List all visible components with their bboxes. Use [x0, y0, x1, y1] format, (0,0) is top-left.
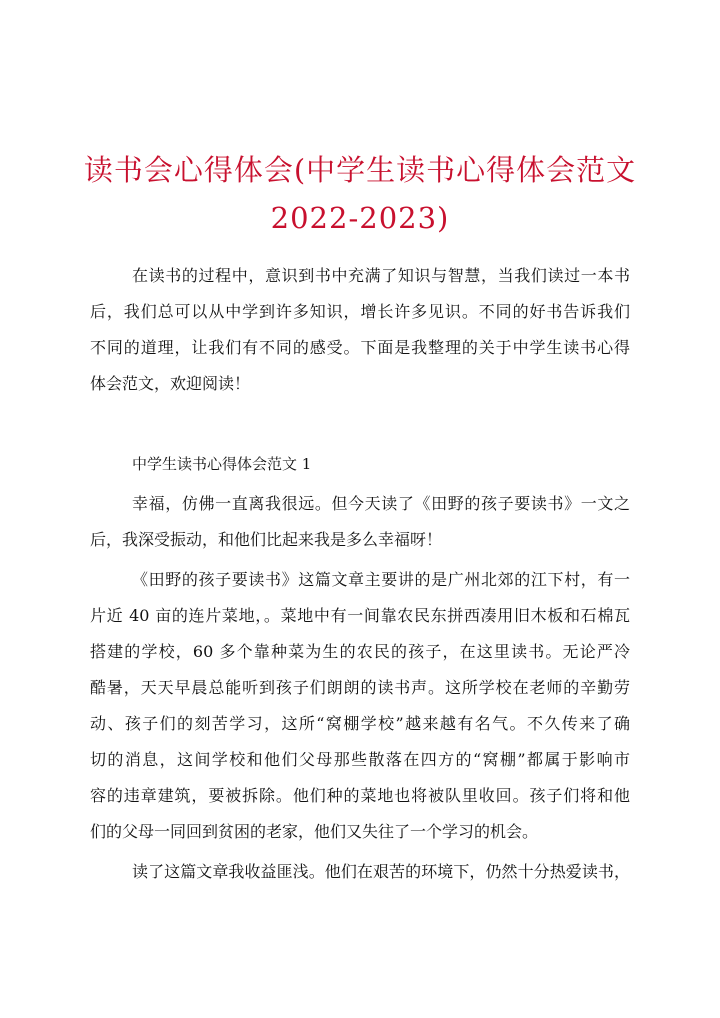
paragraph-2-line: 动、孩子们的刻苦学习，这所“窝棚学校”越来越有名气。不久传来了确 — [90, 714, 630, 733]
intro-line: 后，我们总可以从中学到许多知识，增长许多见识。不同的好书告诉我们 — [90, 302, 630, 321]
paragraph-2-line: 搭建的学校，60 多个靠种菜为生的农民的孩子，在这里读书。无论严冷 — [90, 642, 630, 661]
intro-line: 不同的道理，让我们有不同的感受。下面是我整理的关于中学生读书心得 — [90, 338, 630, 357]
paragraph-2-line: 容的违章建筑，要被拆除。他们种的菜地也将被队里收回。孩子们将和他 — [90, 786, 630, 805]
paragraph-2-line: 切的消息，这间学校和他们父母那些散落在四方的“窝棚”都属于影响市 — [90, 750, 630, 769]
paragraph-2-line: 酷暑，天天早晨总能听到孩子们朗朗的读书声。这所学校在老师的辛勤劳 — [90, 678, 630, 697]
paragraph-1-line: 幸福，仿佛一直离我很远。但今天读了《田野的孩子要读书》一文之 — [132, 494, 630, 513]
paragraph-1-line: 后，我深受振动，和他们比起来我是多么幸福呀！ — [90, 530, 443, 549]
paragraph-2-line: 《田野的孩子要读书》这篇文章主要讲的是广州北郊的江下村，有一 — [132, 570, 630, 589]
intro-line: 在读书的过程中，意识到书中充满了知识与智慧，当我们读过一本书 — [132, 266, 630, 285]
document-title-line-1: 读书会心得体会(中学生读书心得体会范文 — [83, 153, 637, 187]
paragraph-3-line: 读了这篇文章我收益匪浅。他们在艰苦的环境下，仍然十分热爱读书， — [132, 862, 630, 881]
paragraph-2-line: 片近 40 亩的连片菜地，。菜地中有一间靠农民东拼西凑用旧木板和石棉瓦 — [90, 606, 630, 625]
intro-line: 体会范文，欢迎阅读！ — [90, 374, 251, 393]
paragraph-2-line: 们的父母一同回到贫困的老家，他们又失往了一个学习的机会。 — [90, 822, 539, 841]
section-heading: 中学生读书心得体会范文 1 — [132, 455, 312, 473]
document-title-line-2: 2022-2023) — [270, 201, 450, 235]
